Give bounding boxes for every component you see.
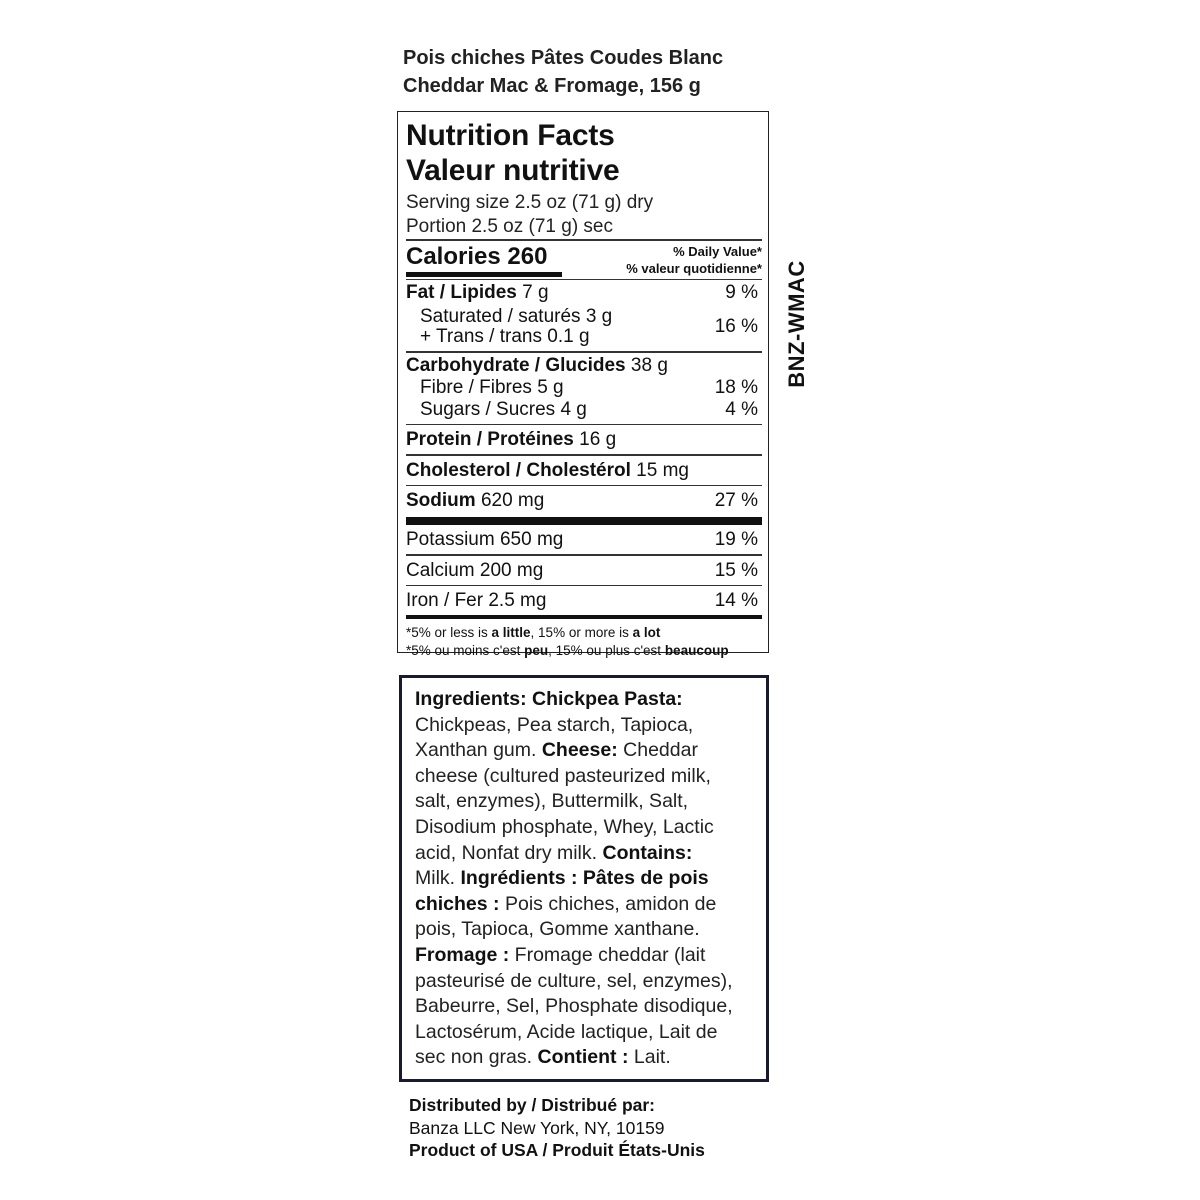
ingredients-line: Babeurre, Sel, Phosphate disodique,: [415, 995, 733, 1018]
ingredients-text-span: Xanthan gum.: [415, 739, 542, 762]
ingredients-panel: [399, 675, 769, 1082]
ingredients-line: Chickpeas, Pea starch, Tapioca,: [415, 713, 694, 736]
fat-row: [406, 282, 762, 304]
protein-group: [406, 425, 762, 454]
ingredients-line: Disodium phosphate, Whey, Lactic: [415, 815, 714, 838]
sodium-percent: 27 %: [714, 490, 758, 511]
fat-percent: 9 %: [725, 282, 758, 303]
contains-heading: Contains:: [602, 841, 693, 864]
cheese-heading: Cheese:: [541, 739, 618, 762]
ingredients-line: cheese (cultured pasteurized milk,: [415, 764, 711, 787]
carbohydrate-label: Carbohydrate / Glucides: [406, 354, 626, 376]
saturated-trans-percent: 16 %: [714, 316, 758, 337]
fat-group: [406, 280, 762, 351]
calcium-label: Calcium 200 mg: [406, 559, 544, 581]
potassium-percent: 19 %: [714, 529, 758, 550]
potassium-label: Potassium 650 mg: [406, 529, 564, 550]
serving-size-en: Serving size 2.5 oz (71 g) dry: [406, 192, 654, 213]
nutrition-facts-heading: Nutrition Facts: [406, 119, 615, 152]
calories-label: Calories 260: [406, 242, 548, 270]
thick-divider: [406, 517, 762, 525]
distributed-by: Distributed by / Distribué par:: [409, 1095, 655, 1115]
ingredients-line: [415, 943, 765, 969]
protein-label: Protein / Protéines: [406, 429, 574, 450]
ingredients-line: [415, 866, 765, 892]
footnote-en-little: a little: [491, 625, 531, 640]
carbohydrate-group: [406, 353, 762, 424]
sodium-group: [406, 486, 762, 515]
sodium-amount: 620 mg: [475, 490, 545, 511]
calories-row: [406, 241, 762, 279]
carbohydrate-amount: 38 g: [625, 354, 668, 376]
product-title-line-2: Cheddar Mac & Fromage, 156 g: [403, 75, 701, 97]
cholesterol-row: [406, 460, 762, 482]
ingredients-text-span: acid, Nonfat dry milk.: [415, 841, 603, 864]
footnote-fr: [406, 642, 762, 660]
footnote-en-text: *5% or less is: [406, 625, 492, 640]
footnote-fr-peu: peu: [524, 643, 549, 658]
ingredients-text: [415, 687, 765, 1071]
iron-row: [406, 590, 762, 612]
trans-label: + Trans / trans 0.1 g: [420, 326, 590, 347]
product-origin: Product of USA / Produit États-Unis: [409, 1140, 705, 1160]
footnote-fr-beaucoup: beaucoup: [664, 643, 729, 658]
sodium-label: Sodium: [406, 490, 476, 511]
fibre-row: [406, 377, 762, 399]
potassium-row: [406, 529, 762, 551]
cholesterol-label: Cholesterol / Cholestérol: [406, 459, 631, 481]
contient-heading: Contient :: [537, 1046, 629, 1069]
ingredients-line: pois, Tapioca, Gomme xanthane.: [415, 918, 700, 941]
bottom-divider: [406, 615, 762, 619]
sugars-row: [406, 399, 762, 421]
ingredients-text-span: Pois chiches, amidon de: [499, 892, 717, 915]
sugars-percent: 4 %: [725, 398, 758, 420]
ingredients-line: [415, 841, 765, 867]
potassium-group: [406, 525, 762, 554]
saturated-label: Saturated / saturés 3 g: [420, 306, 613, 327]
daily-value-header-fr: % valeur quotidienne*: [626, 260, 762, 276]
nutrition-facts-panel: [397, 111, 769, 658]
cholesterol-amount: 15 mg: [630, 459, 689, 481]
footnote-fr-text-2: , 15% ou plus c'est: [548, 643, 665, 658]
footnote-fr-text: *5% ou moins c'est: [406, 643, 525, 658]
daily-value-header-en: % Daily Value*: [673, 243, 762, 259]
trans-row: [406, 326, 762, 348]
ingredients-line: salt, enzymes), Buttermilk, Salt,: [415, 790, 689, 813]
calcium-row: [406, 560, 762, 582]
iron-label: Iron / Fer 2.5 mg: [406, 590, 547, 611]
iron-percent: 14 %: [714, 590, 758, 611]
product-title-line-1: Pois chiches Pâtes Coudes Blanc: [403, 47, 724, 69]
ingredients-fr-heading-cont: chiches :: [415, 892, 500, 915]
calories-underline: [406, 272, 562, 277]
protein-row: [406, 429, 762, 451]
ingredients-text-span: sec non gras.: [415, 1046, 538, 1069]
ingredients-text-span: Milk.: [415, 867, 461, 890]
daily-value-header: [626, 243, 762, 277]
footnote-en-lot: a lot: [632, 625, 661, 640]
sodium-row: [406, 490, 762, 512]
distribution-info: [409, 1094, 809, 1162]
iron-group: [406, 586, 762, 615]
serving-size-fr: Portion 2.5 oz (71 g) sec: [406, 216, 613, 237]
product-code: [784, 244, 810, 404]
ingredients-line: [415, 687, 765, 713]
fat-amount: 7 g: [516, 282, 549, 303]
product-title: [403, 44, 803, 100]
ingredients-text-span: Lait.: [628, 1046, 671, 1069]
carbohydrate-row: [406, 355, 762, 377]
product-code-text: BNZ-WMAC: [784, 260, 809, 388]
ingredients-heading: Ingredients: Chickpea Pasta:: [415, 688, 683, 710]
distributor-address: Banza LLC New York, NY, 10159: [409, 1117, 665, 1138]
footnote-en: [406, 624, 762, 642]
fibre-label: Fibre / Fibres 5 g: [420, 376, 564, 398]
ingredients-line: [415, 1045, 765, 1071]
fat-label: Fat / Lipides: [406, 282, 517, 303]
ingredients-text-span: Cheddar: [617, 739, 698, 762]
fromage-heading: Fromage :: [415, 943, 510, 966]
ingredients-fr-heading: Ingrédients : Pâtes de pois: [460, 867, 709, 890]
cholesterol-group: [406, 456, 762, 485]
ingredients-text-span: Fromage cheddar (lait: [509, 943, 706, 966]
calcium-group: [406, 556, 762, 585]
footnote-en-text-2: , 15% or more is: [530, 625, 633, 640]
ingredients-line: [415, 738, 765, 764]
valeur-nutritive-heading: Valeur nutritive: [406, 154, 620, 187]
ingredients-line: pasteurisé de culture, sel, enzymes),: [415, 969, 733, 992]
footnote: [406, 624, 762, 660]
fibre-percent: 18 %: [714, 376, 758, 398]
calcium-percent: 15 %: [714, 559, 758, 581]
protein-amount: 16 g: [573, 429, 617, 450]
ingredients-line: Lactosérum, Acide lactique, Lait de: [415, 1020, 718, 1043]
ingredients-line: [415, 892, 765, 918]
sugars-label: Sugars / Sucres 4 g: [420, 398, 587, 420]
